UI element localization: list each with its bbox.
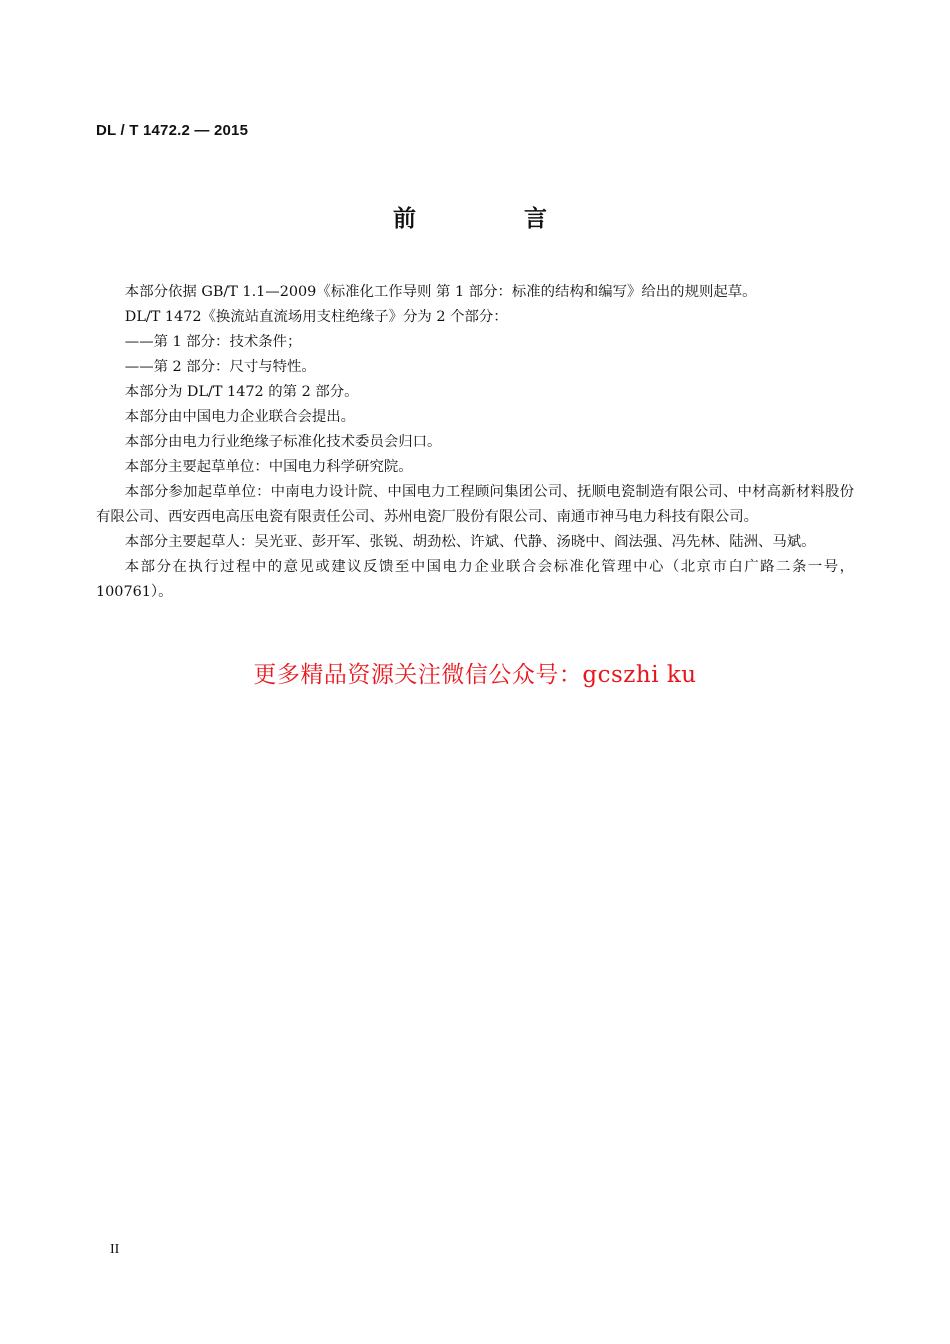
paragraph-main-drafting-unit: 本部分主要起草单位：中国电力科学研究院。	[124, 459, 413, 475]
page-title: 前 言	[392, 206, 597, 232]
paragraph-this-part: 本部分为 DL/T 1472 的第 2 部分。	[124, 384, 359, 400]
paragraph-feedback: 本部分在执行过程中的意见或建议反馈至中国电力企业联合会标准化管理中心（北京市白广路二条一号，100761）。	[96, 559, 854, 600]
standard-code-header: DL / T 1472.2 — 2015	[96, 122, 249, 139]
paragraph-part-2: ——第 2 部分：尺寸与特性。	[124, 359, 316, 375]
promo-watermark-text: 更多精品资源关注微信公众号：gcszhi ku	[253, 662, 697, 688]
paragraph-basis: 本部分依据 GB/T 1.1—2009《标准化工作导则 第 1 部分：标准的结构和编写》给出的规则起草。	[124, 284, 757, 300]
paragraph-main-drafters: 本部分主要起草人：吴光亚、彭开军、张锐、胡劲松、许斌、代静、汤晓中、阎法强、冯先林、陆洲、马斌。	[124, 534, 816, 550]
paragraph-part-1: ——第 1 部分：技术条件；	[124, 334, 302, 350]
paragraph-parts-intro: DL/T 1472《换流站直流场用支柱绝缘子》分为 2 个部分：	[124, 309, 508, 325]
paragraph-proposed-by: 本部分由中国电力企业联合会提出。	[124, 409, 356, 425]
page-number: II	[110, 1242, 120, 1257]
foreword-body	[96, 280, 854, 605]
paragraph-centralized-by: 本部分由电力行业绝缘子标准化技术委员会归口。	[124, 434, 442, 450]
paragraph-participating-units: 本部分参加起草单位：中南电力设计院、中国电力工程顾问集团公司、抚顺电瓷制造有限公司、中材高新材料股份有限公司、西安西电高压电瓷有限责任公司、苏州电瓷厂股份有限公司、南通市神马电力科技有限公司。	[96, 484, 854, 525]
